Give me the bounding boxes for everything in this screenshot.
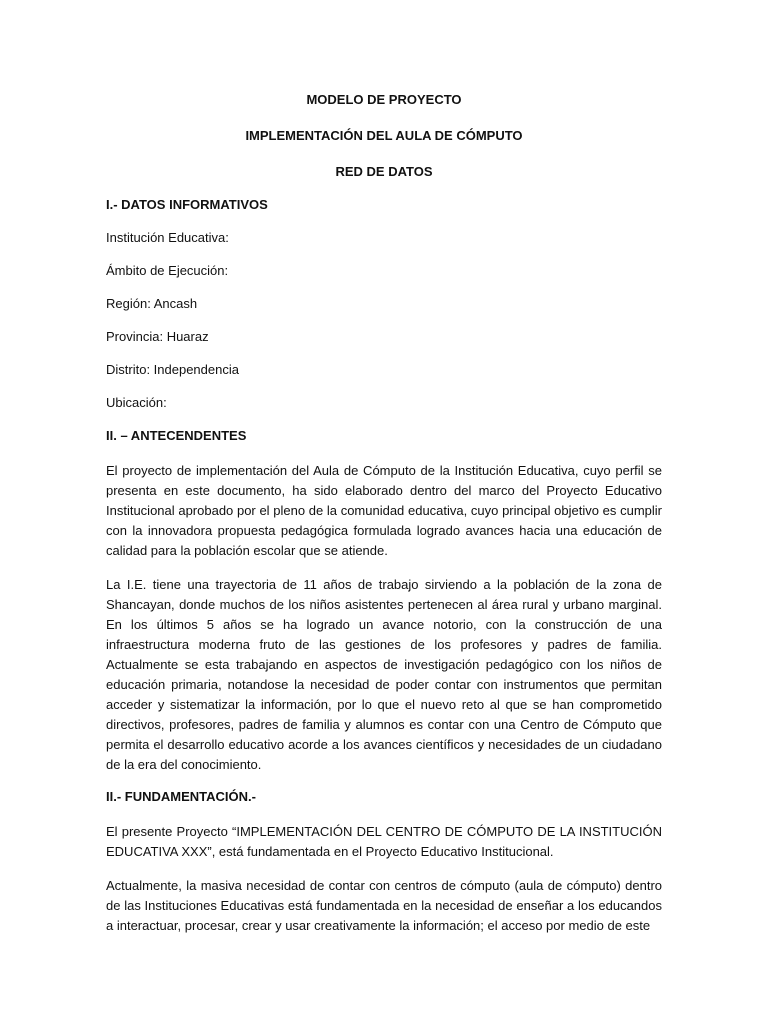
document-subtitle: IMPLEMENTACIÓN DEL AULA DE CÓMPUTO <box>245 128 523 143</box>
section-heading-antecedentes: II. – ANTECENDENTES <box>106 428 247 443</box>
document-title: MODELO DE PROYECTO <box>306 92 462 107</box>
paragraph-antecedentes-1: El proyecto de implementación del Aula de Cómputo de la Institución Educativa, cuyo perfil se presenta en este documento, ha sido elaborado dentro del marco del Proyecto Educativo Institucional aprobado por el pleno de la comunidad educativa, cuyo principal objetivo es cumplir con la innovadora propuesta pedagógica formulada logrado avances hacia una educación de calidad para la población escolar que se atiende. <box>106 463 662 558</box>
field-ubicacion: Ubicación: <box>106 395 167 410</box>
field-provincia: Provincia: Huaraz <box>106 329 209 344</box>
field-distrito: Distrito: Independencia <box>106 362 239 377</box>
document-subtitle-2: RED DE DATOS <box>335 164 433 179</box>
paragraph-antecedentes-2: La I.E. tiene una trayectoria de 11 años de trabajo sirviendo a la población de la zona de Shancayan, donde muchos de los niños asistentes pertenecen al área rural y urbano marginal. En los últimos 5 años se ha logrado un avance notorio, con la construcción de una infraestructura moderna fruto de las gestiones de los profesores y padres de familia. Actualmente se esta trabajando en aspectos de investigación pedagógico con los niños de educación primaria, notandose la necesidad de poder contar con instrumentos que permitan acceder y sistematizar la información, por lo que el nuevo reto al que se han comprometido directivos, profesores, padres de familia y alumnos es contar con una Centro de Cómputo que permita el desarrollo educativo acorde a los avances científicos y necesidades de un ciudadano de la era del conocimiento. <box>106 577 662 772</box>
field-institucion: Institución Educativa: <box>106 230 229 245</box>
section-heading-fundamentacion: II.- FUNDAMENTACIÓN.- <box>106 789 256 804</box>
field-region: Región: Ancash <box>106 296 198 311</box>
paragraph-fundamentacion-2: Actualmente, la masiva necesidad de contar con centros de cómputo (aula de cómputo) dentro de las Instituciones Educativas está fundamentada en la necesidad de enseñar a los educandos a interactuar, procesar, crear y usar creativamente la información; el acceso por medio de este <box>106 878 662 933</box>
section-heading-datos-informativos: I.- DATOS INFORMATIVOS <box>106 197 268 212</box>
paragraph-fundamentacion-1: El presente Proyecto “IMPLEMENTACIÓN DEL CENTRO DE CÓMPUTO DE LA INSTITUCIÓN EDUCATIVA XXX”, está fundamentada en el Proyecto Educativo Institucional. <box>106 824 662 859</box>
field-ambito: Ámbito de Ejecución: <box>106 263 229 278</box>
